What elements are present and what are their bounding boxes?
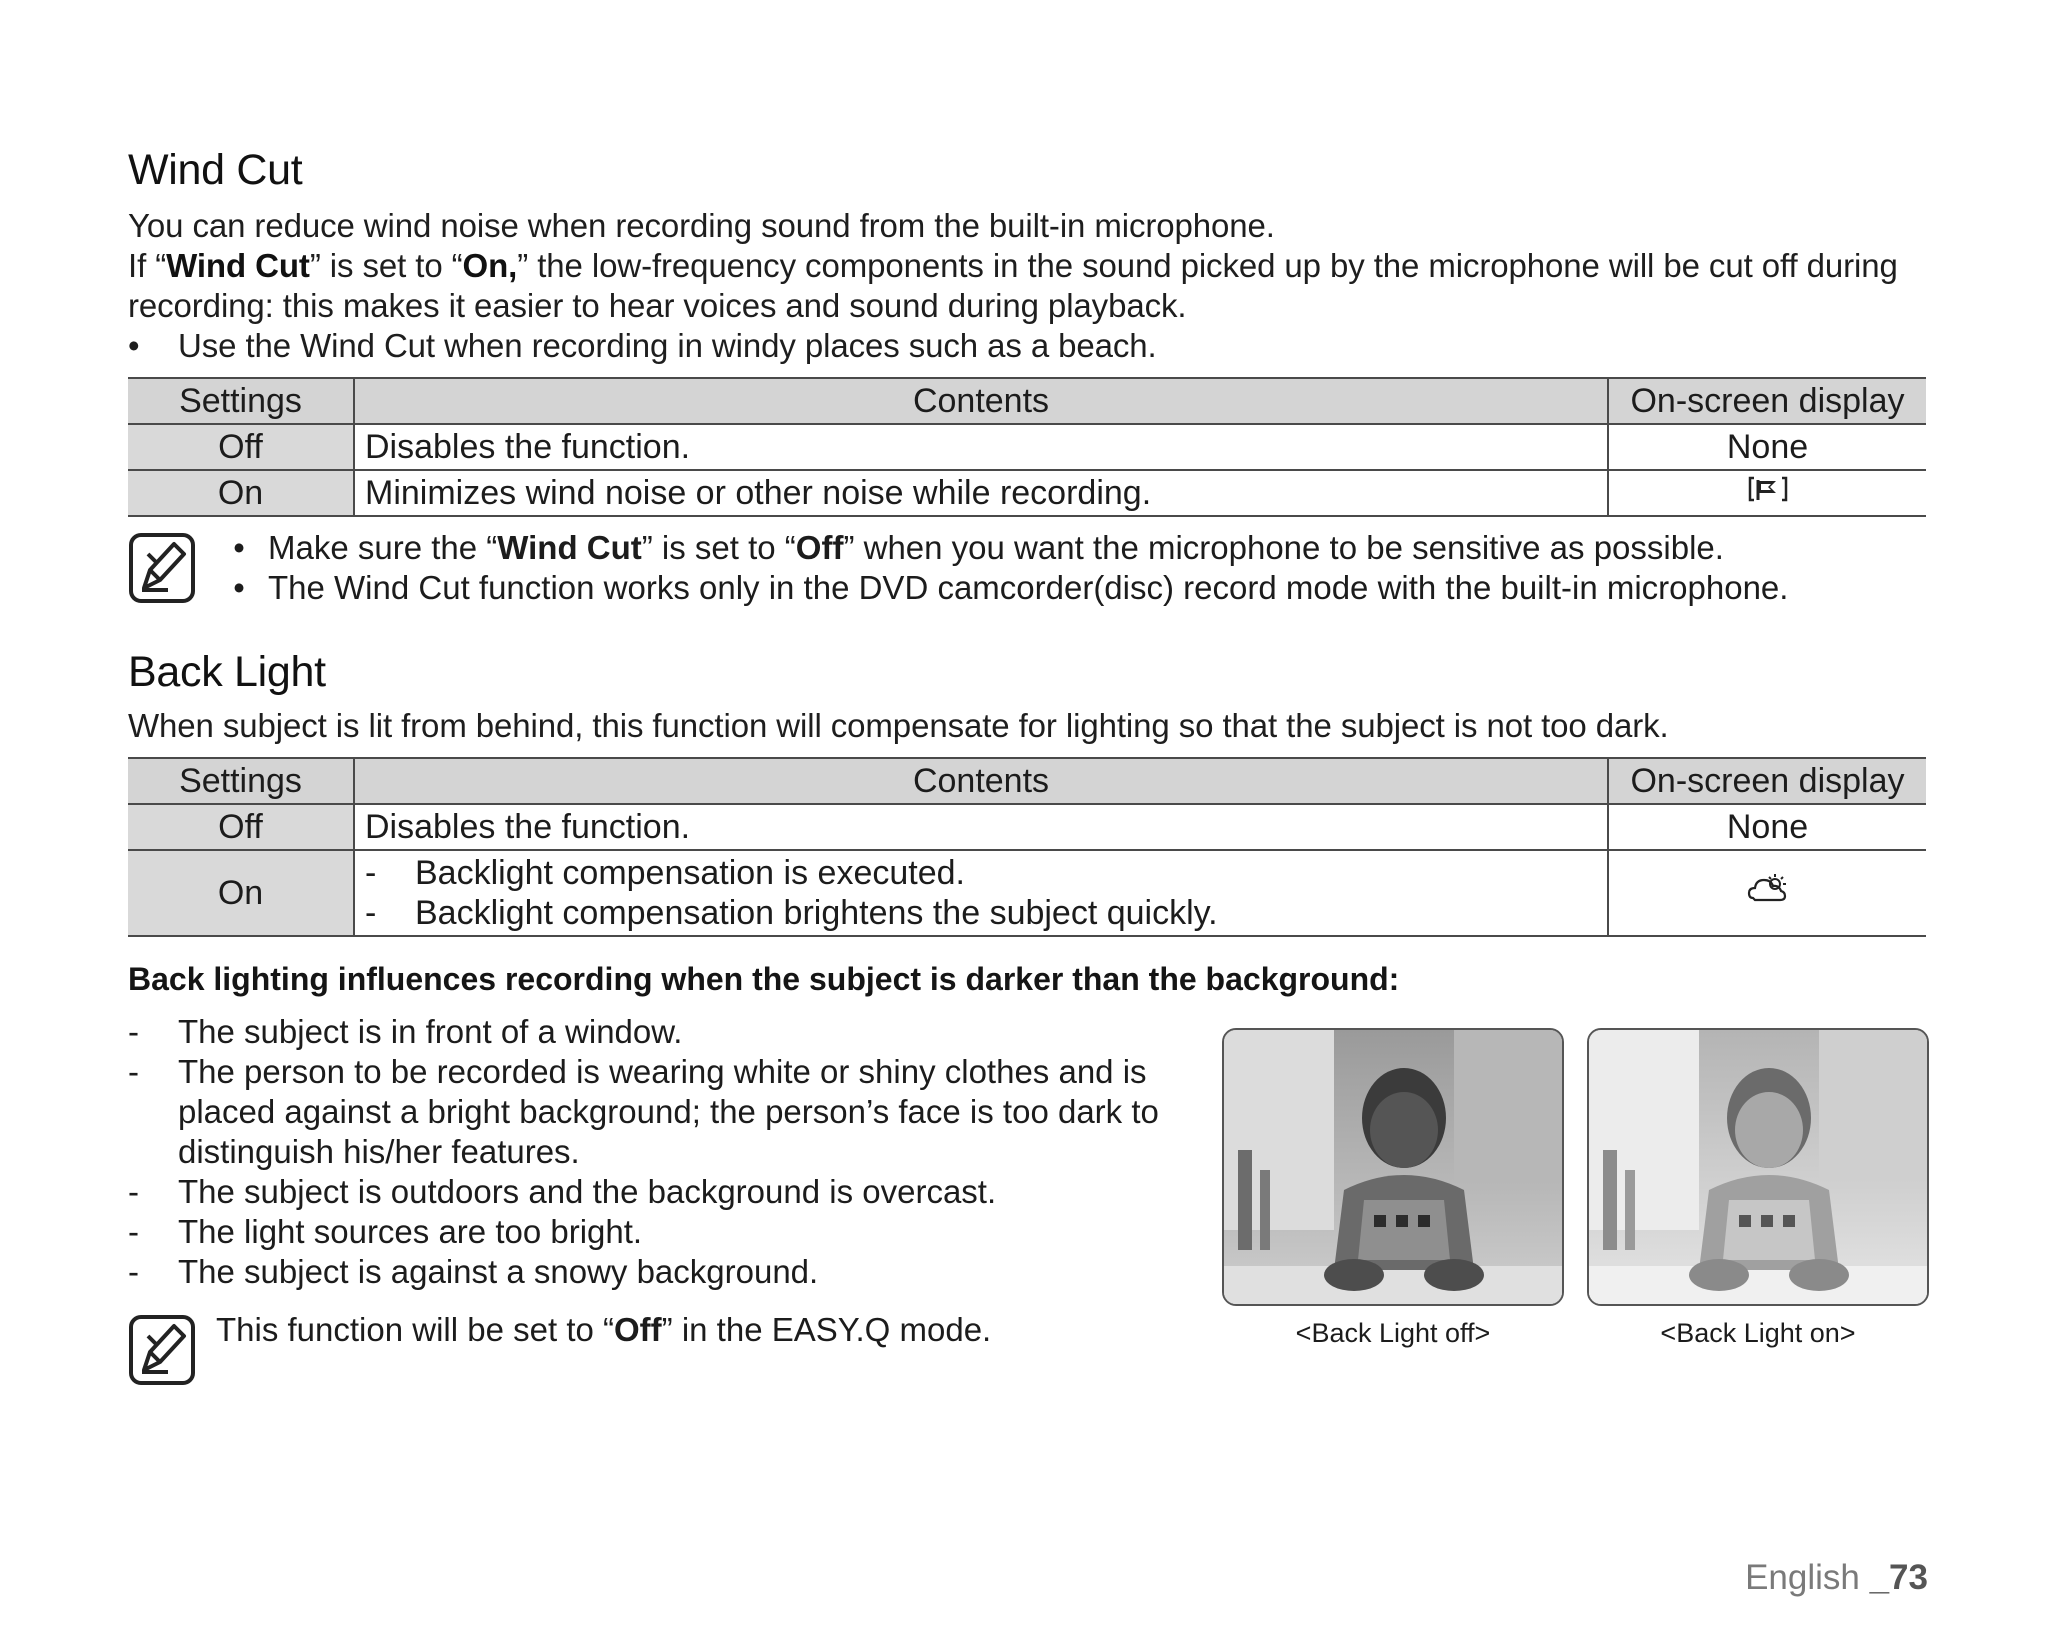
back-light-on-photo <box>1587 1028 1929 1306</box>
column-header-display: On-screen display <box>1608 758 1926 804</box>
setting-off: Off <box>128 804 354 850</box>
page-footer <box>1745 1558 1928 1598</box>
list-item: • The Wind Cut function works only in the DVD camcorder(disc) record mode with the built-in microphone. <box>233 569 1789 606</box>
list-item: - The person to be recorded is wearing white or shiny clothes and is placed against a bright background; the person’s face is too dark to distinguish his/her features. <box>128 1053 1159 1170</box>
footer-language: English <box>1745 1558 1870 1597</box>
back-light-note: This function will be set to “Off” in the EASY.Q mode. <box>216 1311 992 1348</box>
wind-cut-intro: You can reduce wind noise when recording sound from the built-in microphone. <box>128 207 1275 244</box>
display-cell: None <box>1608 804 1926 850</box>
back-light-intro: When subject is lit from behind, this function will compensate for lighting so that the subject is not too dark. <box>128 707 1669 744</box>
wind-cut-description <box>128 206 1948 366</box>
table-row <box>128 804 1926 850</box>
wind-cut-bullet: • Use the Wind Cut when recording in windy places such as a beach. <box>128 327 1157 364</box>
column-header-display: On-screen display <box>1608 378 1926 424</box>
note-icon <box>128 532 196 604</box>
caption-back-light-off: <Back Light off> <box>1295 1318 1491 1348</box>
back-light-off-photo <box>1222 1028 1564 1306</box>
setting-on: On <box>128 470 354 516</box>
caption-back-light-on: <Back Light on> <box>1660 1318 1856 1348</box>
setting-off: Off <box>128 424 354 470</box>
wind-cut-settings-table <box>128 377 1926 517</box>
display-cell: None <box>1608 424 1926 470</box>
list-item: - The subject is outdoors and the background is overcast. <box>128 1173 997 1210</box>
column-header-contents: Contents <box>354 758 1608 804</box>
setting-on: On <box>128 850 354 936</box>
column-header-contents: Contents <box>354 378 1608 424</box>
content-cell: Minimizes wind noise or other noise while recording. <box>354 470 1608 516</box>
wind-cut-icon <box>1746 474 1790 504</box>
display-cell <box>1608 850 1926 936</box>
list-item: - The light sources are too bright. <box>128 1213 643 1250</box>
table-row <box>128 850 1926 936</box>
content-cell: Disables the function. <box>354 424 1608 470</box>
back-light-conditions <box>128 1012 1188 1292</box>
page-number: _73 <box>1869 1558 1928 1597</box>
list-item: - The subject is against a snowy background. <box>128 1253 819 1290</box>
column-header-settings: Settings <box>128 758 354 804</box>
back-light-icon <box>1747 872 1789 906</box>
display-cell <box>1608 470 1926 516</box>
back-light-settings-table <box>128 757 1926 937</box>
back-light-title: Back Light <box>128 648 326 696</box>
influence-heading: Back lighting influences recording when the subject is darker than the background: <box>128 961 1400 997</box>
list-item: • Make sure the “Wind Cut” is set to “Off” when you want the microphone to be sensitive as possible. <box>233 529 1724 566</box>
content-cell: Disables the function. <box>354 804 1608 850</box>
wind-cut-paragraph: If “Wind Cut” is set to “On,” the low-frequency components in the sound picked up by the microphone will be cut off during recording: this makes it easier to hear voices and sound during playback. <box>128 247 1898 324</box>
column-header-settings: Settings <box>128 378 354 424</box>
list-item: - The subject is in front of a window. <box>128 1013 683 1050</box>
note-icon <box>128 1314 196 1386</box>
content-cell: - Backlight compensation is executed. - Backlight compensation brightens the subject quickly. <box>354 850 1608 936</box>
wind-cut-notes <box>210 528 1788 608</box>
table-row <box>128 470 1926 516</box>
wind-cut-title: Wind Cut <box>128 146 303 194</box>
table-row <box>128 424 1926 470</box>
